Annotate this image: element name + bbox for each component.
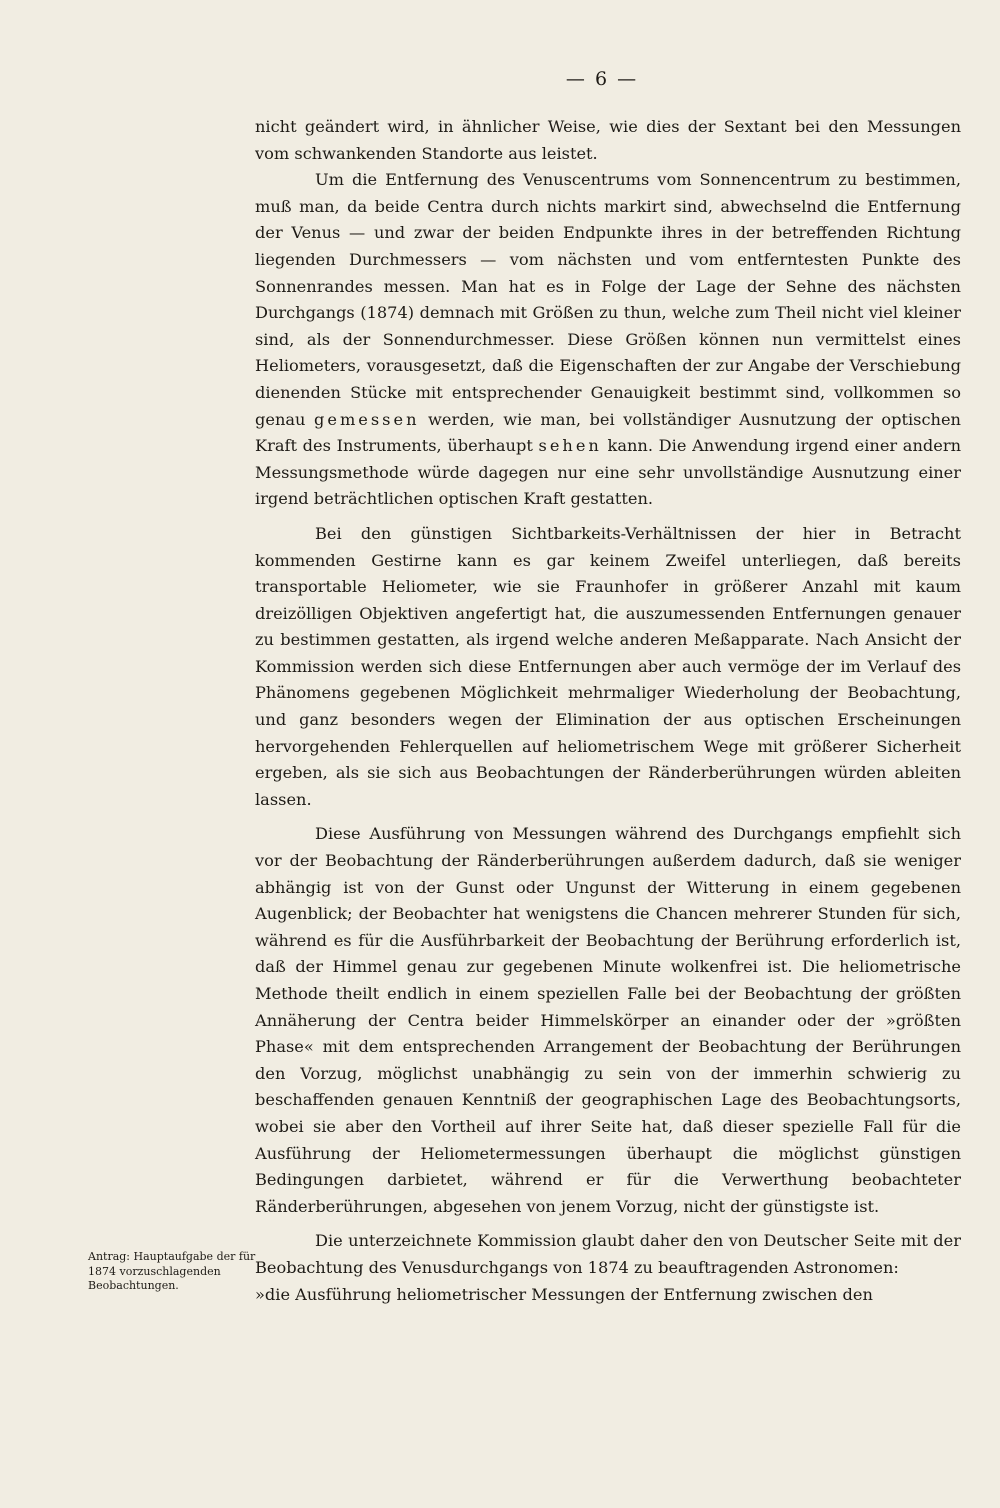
paragraph-5: Die unterzeichnete Kommission glaubt daher den von Deutscher Seite mit der Beobachtung des Venusdurchgangs von 1874 zu beauftragenden Astronomen: — [255, 1231, 961, 1277]
spaced-word-gemessen: gemessen — [314, 409, 420, 429]
paragraph-2 — [255, 167, 961, 513]
paragraph-2-text: Um die Entfernung des Venuscentrums vom Sonnencentrum zu bestimmen, muß man, da beide Centra durch nichts markirt sind, abwechselnd die Entfernung der Venus — und zwar der beiden Endpunkte ihres in der betreffenden Richtung liegenden Durchmessers — vom nächsten und vom entferntesten Punkte des Sonnenrandes messen. Man hat es in Folge der Lage der Sehne des nächsten Durchgangs (1874) demnach mit Größen zu thun, welche zum Theil nicht viel kleiner sind, als der Sonnendurchmesser. Diese Größen können nun vermittelst eines Heliometers, vorausgesetzt, daß die Eigenschaften der zur Angabe der Verschiebung dienenden Stücke mit entsprechender Genauigkeit bestimmt sind, vollkommen so genau — [255, 170, 961, 429]
paragraph-2-text-c: kann. Die Anwendung irgend einer andern Messungsmethode würde dagegen nur eine sehr unvollständige Ausnutzung einer irgend beträchtlichen optischen Kraft gestatten. — [255, 436, 961, 509]
paragraph-4: Diese Ausführung von Messungen während des Durchgangs empfiehlt sich vor der Beobachtung der Ränderberührungen außerdem dadurch, daß sie weniger abhängig ist von der Gunst oder Ungunst der Witterung in einem gegebenen Augenblick; der Beobachter hat wenigstens die Chancen mehrerer Stunden für sich, während es für die Ausführbarkeit der Beobachtung der Berührung erforderlich ist, daß der Himmel genau zur gegebenen Minute wolkenfrei ist. Die heliometrische Methode theilt endlich in einem speziellen Falle bei der Beobachtung der größten Annäherung der Centra beider Himmelskörper an einander oder der »größten Phase« mit dem entsprechenden Arrangement der Beobachtung der Berührungen den Vorzug, möglichst unabhängig zu sein von der immerhin schwierig zu beschaffenden genauen Kenntniß der geographischen Lage des Beobachtungsorts, wobei sie aber den Vortheil auf ihrer Seite hat, daß dieser spezielle Fall für die Ausführung der Heliometermessungen überhaupt die möglichst günstigen Bedingungen darbietet, während er für die Verwerthung beobachteter Ränderberührungen, abgesehen von jenem Vorzug, nicht der günstigste ist. — [255, 824, 961, 1216]
page-number: — 6 — — [565, 68, 639, 90]
body-text — [255, 114, 961, 1308]
paragraph-2-text-b: werden, wie man, bei vollständiger Ausnutzung der optischen Kraft des Instruments, überhaupt — [255, 409, 961, 456]
spaced-word-sehen: sehen — [538, 436, 602, 456]
paragraph-3: Bei den günstigen Sichtbarkeits-Verhältnissen der hier in Betracht kommenden Gestirne kann es gar keinem Zweifel unterliegen, daß bereits transportable Heliometer, wie sie Fraunhofer in größerer Anzahl mit kaum dreizölligen Objektiven angefertigt hat, die auszumessenden Entfernungen genauer zu bestimmen gestatten, als irgend welche anderen Meßapparate. Nach Ansicht der Kommission werden sich diese Entfernungen aber auch vermöge der im Verlauf des Phänomens gegebenen Möglichkeit mehrmaliger Wiederholung der Beobachtung, und ganz besonders wegen der Elimination der aus optischen Erscheinungen hervorgehenden Fehlerquellen auf heliometrischem Wege mit größerer Sicherheit ergeben, als sie sich aus Beobachtungen der Ränderberührungen würden ableiten lassen. — [255, 523, 961, 809]
quote-line: »die Ausführung heliometrischer Messungen der Entfernung zwischen den — [255, 1284, 873, 1304]
paragraph-1: nicht geändert wird, in ähnlicher Weise, wie dies der Sextant bei den Messungen vom schwankenden Standorte aus leistet. — [255, 117, 961, 163]
marginal-note: Antrag: Hauptaufgabe der für 1874 vorzuschlagenden Beobachtungen. — [88, 1250, 256, 1292]
